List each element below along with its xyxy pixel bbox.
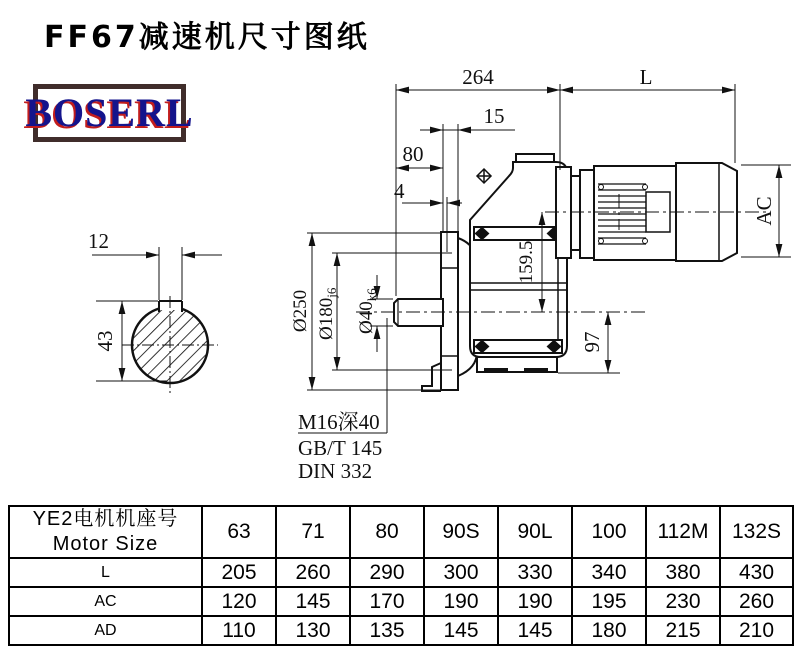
cell: 215 <box>646 616 720 645</box>
col-100: 100 <box>572 506 646 558</box>
cell: 230 <box>646 587 720 616</box>
leader-gbt: GB/T 145 <box>298 436 383 460</box>
dim-43: 43 <box>93 330 117 352</box>
cell: 195 <box>572 587 646 616</box>
col-80: 80 <box>350 506 424 558</box>
dim-15: 15 <box>483 104 505 128</box>
cell: 300 <box>424 558 498 587</box>
leader-m16: M16深40 <box>298 410 380 434</box>
dim-L: L <box>639 65 653 89</box>
motor-size-table <box>8 505 794 646</box>
col-90S: 90S <box>424 506 498 558</box>
dim-dia40: $Ø40_{k6}$ <box>356 288 379 334</box>
dim-159-5: 159.5 <box>516 240 537 284</box>
col-71: 71 <box>276 506 350 558</box>
table-row-AC <box>9 587 793 616</box>
dim-264: 264 <box>462 65 494 89</box>
dim-97: 97 <box>580 331 604 353</box>
cell: 210 <box>720 616 793 645</box>
cell: 135 <box>350 616 424 645</box>
table-header-row <box>9 506 793 558</box>
cell: 110 <box>202 616 276 645</box>
cell: 170 <box>350 587 424 616</box>
cell: 180 <box>572 616 646 645</box>
shaft-section-view <box>92 247 222 394</box>
cell: 290 <box>350 558 424 587</box>
motor-size-header <box>9 506 202 558</box>
cell: 120 <box>202 587 276 616</box>
cell: 190 <box>498 587 572 616</box>
col-63: 63 <box>202 506 276 558</box>
cell: 145 <box>424 616 498 645</box>
cell: 260 <box>276 558 350 587</box>
row-label-AD: AD <box>9 616 202 645</box>
dim-80: 80 <box>402 142 424 166</box>
boserl-logo-text: BOSERL <box>25 90 194 135</box>
dim-4: 4 <box>394 179 405 203</box>
cell: 340 <box>572 558 646 587</box>
dim-dia250: Ø250 <box>290 289 311 333</box>
cell: 260 <box>720 587 793 616</box>
dim-12: 12 <box>88 229 109 253</box>
page-title: FF67减速机尺寸图纸 <box>44 20 370 55</box>
cell: 145 <box>498 616 572 645</box>
cell: 145 <box>276 587 350 616</box>
motor-size-header-en: Motor Size <box>52 533 159 555</box>
row-label-L: L <box>9 558 202 587</box>
cell: 190 <box>424 587 498 616</box>
cell: 205 <box>202 558 276 587</box>
cell: 380 <box>646 558 720 587</box>
cell: 130 <box>276 616 350 645</box>
row-label-AC: AC <box>9 587 202 616</box>
leader-din: DIN 332 <box>298 459 373 483</box>
cell: 330 <box>498 558 572 587</box>
dim-dia180: $Ø180_{j6}$ <box>316 287 339 340</box>
cell: 430 <box>720 558 793 587</box>
reducer-assembly <box>394 154 737 391</box>
table-row-AD <box>9 616 793 645</box>
table-row-L <box>9 558 793 587</box>
col-112M: 112M <box>646 506 720 558</box>
dim-AC: AC <box>752 196 776 226</box>
col-90L: 90L <box>498 506 572 558</box>
motor-size-header-cn: YE2电机机座号 <box>32 508 179 530</box>
col-132S: 132S <box>720 506 793 558</box>
